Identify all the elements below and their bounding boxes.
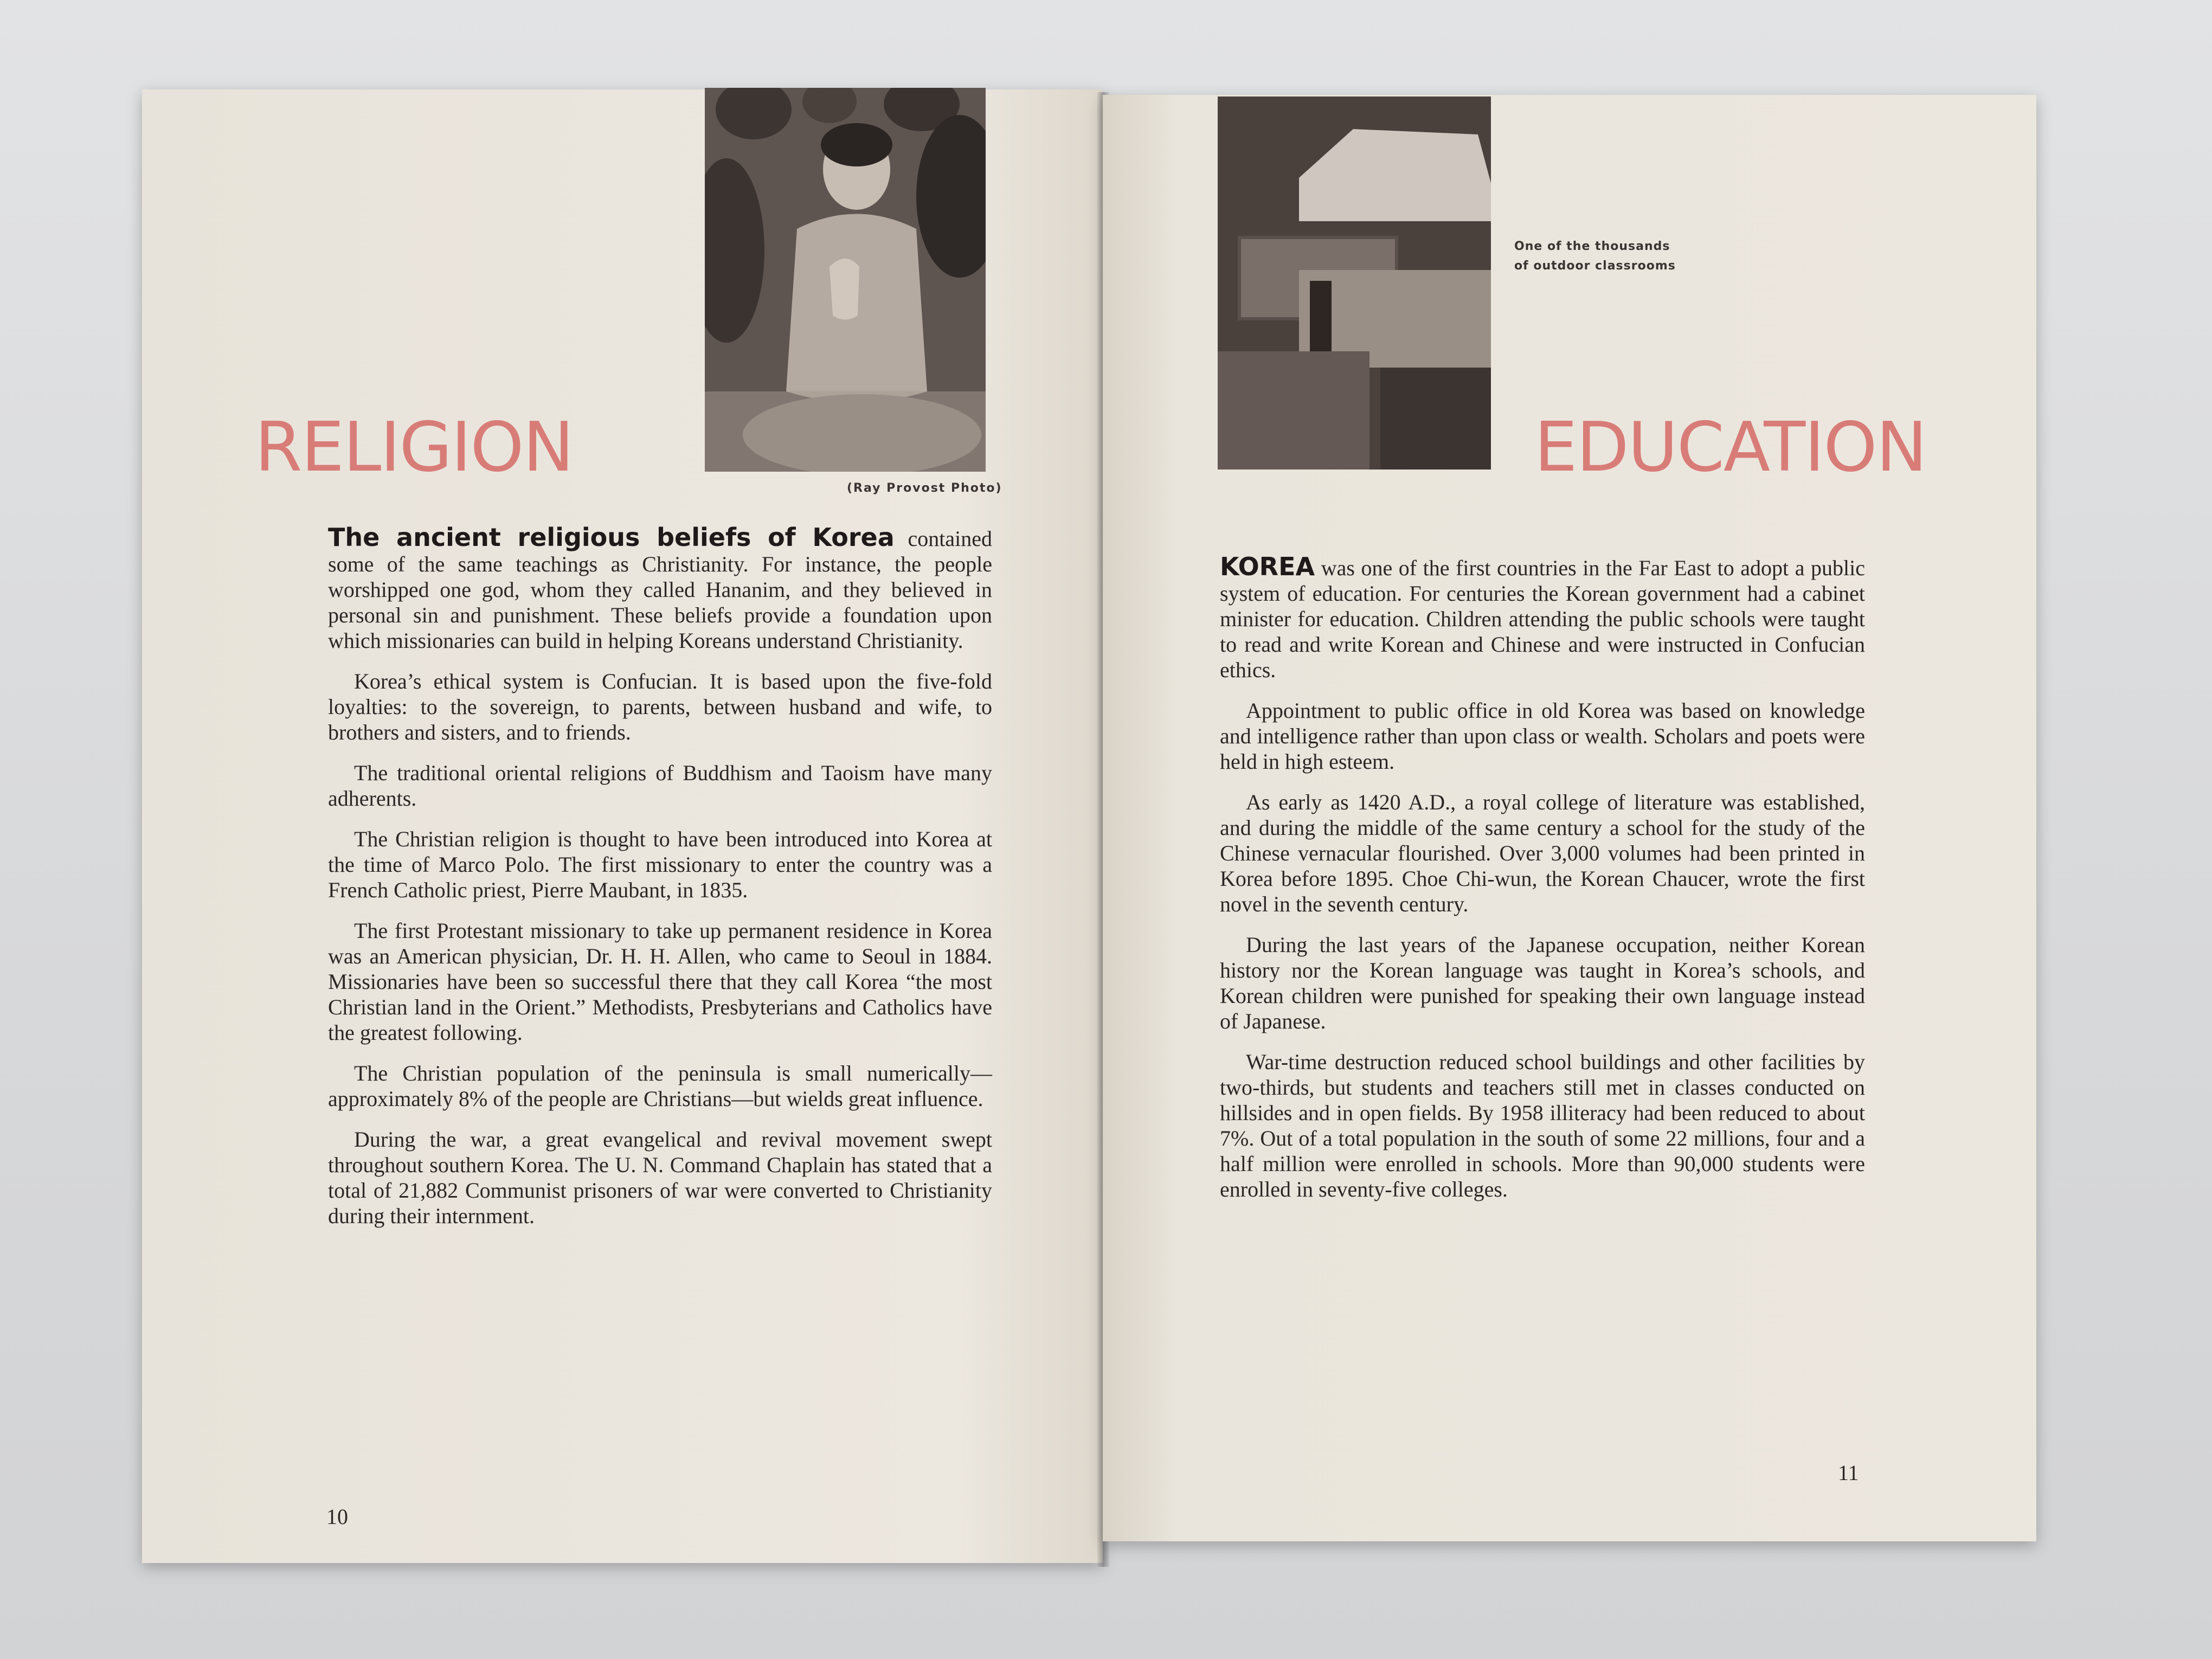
paragraph: The Christian population of the peninsula is small numerically—approximately 8% of the people are Christians—but wields great influence. bbox=[328, 1061, 992, 1111]
paragraph: During the last years of the Japanese occupation, neither Korean history nor the Korean language was taught in Korea’s schools, and Korean children were punished for speaking their own language instead of Japanese. bbox=[1220, 933, 1865, 1033]
religion-headline: RELIGION bbox=[255, 407, 573, 487]
page-number-right: 11 bbox=[1838, 1461, 1859, 1485]
photo-credit: (Ray Provost Photo) bbox=[847, 481, 1002, 495]
lead-paragraph-text: contained some of the same teachings as Christianity. For instance, the people worshipped one god, whom they called Hananim, and they believed in personal sin and punishment. These beliefs provide a foundation upon which missionaries can build in helping Koreans understand Christianity. bbox=[328, 526, 992, 653]
lead-paragraph bbox=[328, 525, 992, 653]
education-headline: EDUCATION bbox=[1534, 407, 1926, 487]
outdoor-classroom-photo bbox=[1218, 97, 1491, 470]
lead-paragraph bbox=[1220, 554, 1865, 683]
lead-in-heading: The ancient religious beliefs of Korea bbox=[328, 523, 895, 552]
paragraph: Korea’s ethical system is Confucian. It is based upon the five-fold loyalties: to the sovereign, to parents, between husband and wife, to brothers and sisters, and to friends. bbox=[328, 669, 992, 744]
paragraph: War-time destruction reduced school buildings and other facilities by two-thirds, but students and teachers still met in classes conducted on hillsides and in open fields. By 1958 illiteracy had been reduced to about 7%. Out of a total population in the south of some 22 millions, four and a half million were enrolled in schools. More than 90,000 students were enrolled in seventy-five colleges. bbox=[1220, 1050, 1865, 1201]
paragraph: Appointment to public office in old Korea was based on knowledge and intelligence rather than upon class or wealth. Scholars and poets were held in high esteem. bbox=[1220, 698, 1865, 774]
praying-boy-photo bbox=[705, 88, 986, 472]
photo-caption: One of the thousands of outdoor classrooms bbox=[1514, 240, 1676, 273]
paragraph: The first Protestant missionary to take up permanent residence in Korea was an American physician, Dr. H. H. Allen, who came to Seoul in 1884. Missionaries have been so successful there that they call Korea “the most Christian land in the Orient.” Methodists, Presbyterians and Catholics have the greatest following. bbox=[328, 918, 992, 1045]
paragraph: During the war, a great evangelical and revival movement swept throughout southern Korea. The U. N. Command Chaplain has stated that a total of 21,882 Communist prisoners of war were converted to Christianity during their internment. bbox=[328, 1127, 992, 1228]
praying-boy-illustration bbox=[705, 88, 986, 472]
paragraph: As early as 1420 A.D., a royal college of literature was established, and during the middle of the same century a school for the study of the Chinese vernacular flourished. Over 3,000 volumes had been printed in Korea before 1895. Choe Chi-wun, the Korean Chaucer, wrote the first novel in the seventh century. bbox=[1220, 790, 1865, 916]
religion-article bbox=[328, 525, 992, 1244]
education-article bbox=[1220, 554, 1865, 1217]
lead-in-heading: KOREA bbox=[1220, 552, 1315, 581]
paragraph: The Christian religion is thought to have been introduced into Korea at the time of Marco Polo. The first missionary to enter the country was a French Catholic priest, Pierre Maubant, in 1835. bbox=[328, 827, 992, 902]
paragraph: The traditional oriental religions of Buddhism and Taoism have many adherents. bbox=[328, 761, 992, 811]
lead-paragraph-text: was one of the first countries in the Far East to adopt a public system of education. For centuries the Korean government had a cabinet minister for education. Children attending the public schools were taught to read and write Korean and Chinese and were instructed in Confucian ethics. bbox=[1220, 556, 1865, 682]
page-number-left: 10 bbox=[326, 1504, 348, 1529]
outdoor-classroom-illustration bbox=[1218, 97, 1491, 470]
